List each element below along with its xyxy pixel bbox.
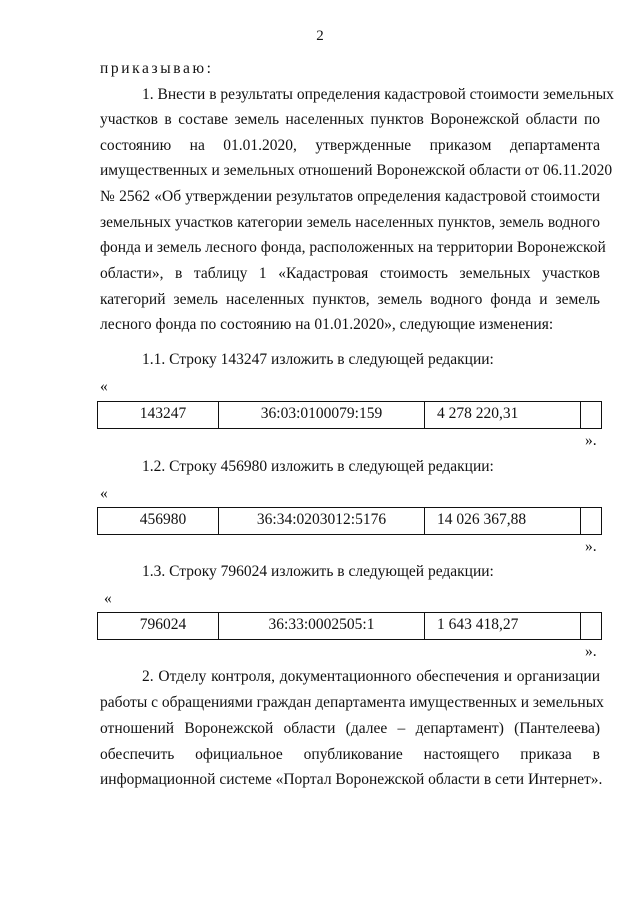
close-quote: ». xyxy=(585,432,597,449)
cadastral-number-cell: 36:34:0203012:5176 xyxy=(219,508,425,535)
cadastral-value-cell: 14 026 367,88 xyxy=(425,508,581,535)
row-number-cell: 456980 xyxy=(98,508,219,535)
sub-item-text: 1.1. Строку 143247 изложить в следующей редакции: xyxy=(142,351,494,368)
paragraph-line: работы с обращениями граждан департамента имущественных и земельных xyxy=(100,694,604,711)
row-number-cell: 796024 xyxy=(98,613,219,640)
cadastral-number-cell: 36:03:0100079:159 xyxy=(219,402,425,429)
table-row xyxy=(98,402,602,429)
paragraph-line: 2. Отделу контроля, документационного обеспечения и организации xyxy=(142,668,600,685)
row-number-cell: 143247 xyxy=(98,402,219,429)
empty-cell xyxy=(581,402,602,429)
paragraph-line: области», в таблицу 1 «Кадастровая стоимость земельных участков xyxy=(100,265,600,282)
table-row xyxy=(98,508,602,535)
cadastral-value-cell: 4 278 220,31 xyxy=(425,402,581,429)
close-quote: ». xyxy=(585,538,597,555)
paragraph-line: фонда и земель лесного фонда, расположенных на территории Воронежской xyxy=(100,239,606,256)
cadastral-value-cell: 1 643 418,27 xyxy=(425,613,581,640)
empty-cell xyxy=(581,508,602,535)
sub-item-text: 1.3. Строку 796024 изложить в следующей редакции: xyxy=(142,563,494,580)
page-number: 2 xyxy=(316,28,324,44)
paragraph-line: категорий земель населенных пунктов, земель водного фонда и земель xyxy=(100,291,600,308)
empty-cell xyxy=(581,613,602,640)
sub-item-text: 1.2. Строку 456980 изложить в следующей редакции: xyxy=(142,458,494,475)
cadastral-row-table xyxy=(97,401,602,429)
paragraph-line: 1. Внести в результаты определения кадастровой стоимости земельных xyxy=(142,86,614,103)
cadastral-row-table xyxy=(97,507,602,535)
paragraph-line: земельных участков категории земель населенных пунктов, земель водного xyxy=(100,214,600,231)
paragraph-line: информационной системе «Портал Воронежской области в сети Интернет». xyxy=(100,771,603,788)
cadastral-row-table xyxy=(97,612,602,640)
cadastral-number-cell: 36:33:0002505:1 xyxy=(219,613,425,640)
paragraph-line: обеспечить официальное опубликование настоящего приказа в xyxy=(100,746,600,763)
paragraph-line: отношений Воронежской области (далее – департамент) (Пантелеева) xyxy=(100,720,600,737)
open-quote: « xyxy=(104,590,112,607)
paragraph-line: лесного фонда по состоянию на 01.01.2020», следующие изменения: xyxy=(100,316,554,333)
paragraph-line: участков в составе земель населенных пунктов Воронежской области по xyxy=(100,111,600,128)
close-quote: ». xyxy=(585,643,597,660)
paragraph-line: состоянию на 01.01.2020, утвержденные приказом департамента xyxy=(100,137,600,154)
paragraph-line: имущественных и земельных отношений Воронежской области от 06.11.2020 xyxy=(100,162,613,179)
paragraph-line: № 2562 «Об утверждении результатов определения кадастровой стоимости xyxy=(100,188,600,205)
table-row xyxy=(98,613,602,640)
open-quote: « xyxy=(100,378,108,395)
order-word: приказываю: xyxy=(100,60,214,77)
open-quote: « xyxy=(100,485,108,502)
